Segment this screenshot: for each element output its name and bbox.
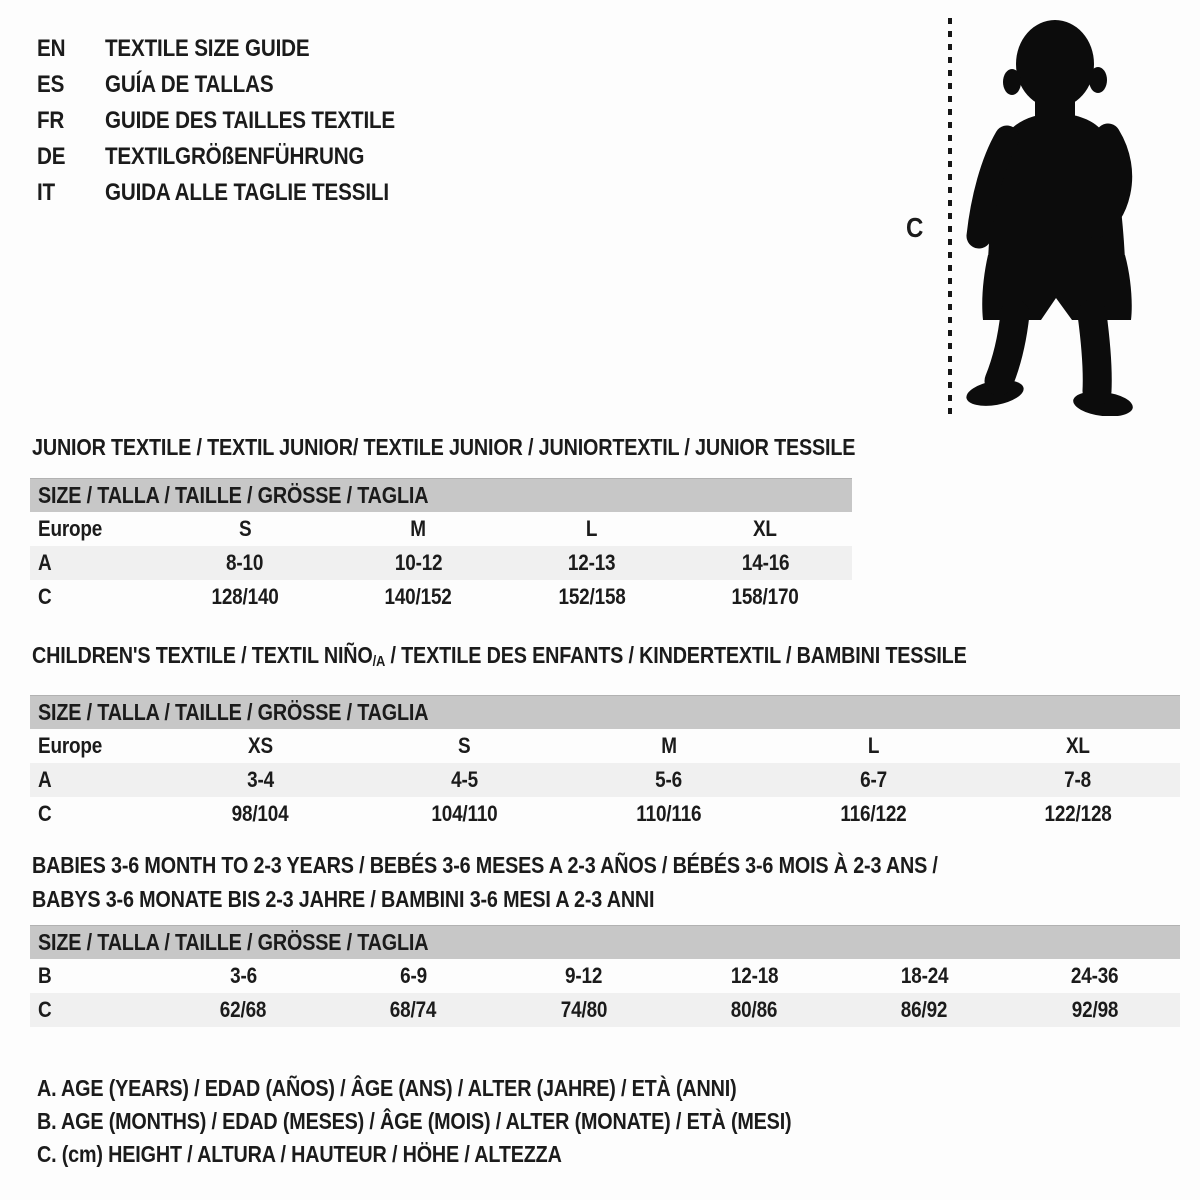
guide-title — [105, 143, 407, 171]
size-cell — [567, 733, 771, 759]
value-cell — [362, 767, 566, 793]
babies-title-line2-text: BABYS 3-6 MONATE BIS 2-3 JAHRE / BAMBINI 3-6 MESI A 2-3 ANNI — [32, 886, 655, 912]
babies-title-line1-text: BABIES 3-6 MONTH TO 2-3 YEARS / BEBÉS 3-6 MESES A 2-3 AÑOS / BÉBÉS 3-6 MOIS À 2-3 ANS / — [32, 852, 938, 878]
toddler-silhouette-icon — [955, 14, 1140, 416]
value-cell-text: 98/104 — [231, 801, 289, 826]
size-cell-text: XL — [753, 516, 778, 541]
value-cell-text: 6-9 — [400, 963, 427, 988]
value-cell-text: 12-18 — [730, 963, 778, 988]
row-label — [30, 516, 158, 542]
size-header-text: SIZE / TALLA / TAILLE / GRÖSSE / TAGLIA — [38, 482, 429, 508]
footnote-text: B. AGE (MONTHS) / EDAD (MESES) / ÂGE (MOIS) / ALTER (MONATE) / ETÀ (MESI) — [37, 1108, 792, 1134]
value-cell-text: 4-5 — [451, 767, 479, 792]
footnote-age-months — [37, 1105, 914, 1138]
row-label — [30, 550, 158, 576]
value-cell-text: 8-10 — [226, 550, 264, 575]
language-row-en — [37, 31, 442, 67]
children-table-title — [30, 642, 1180, 675]
row-label — [30, 997, 158, 1023]
guide-title — [105, 35, 343, 63]
height-measure-label — [906, 212, 926, 244]
guide-title-text: GUIDE DES TAILLES TEXTILE — [105, 107, 396, 134]
value-cell — [679, 584, 853, 610]
value-cell — [771, 801, 975, 827]
babies-title-line2 — [32, 882, 1180, 916]
title-prefix: CHILDREN'S TEXTILE / TEXTIL NIÑO — [32, 642, 373, 668]
size-cell — [771, 733, 975, 759]
table-row-europe — [30, 512, 852, 546]
table-row-age-years — [30, 546, 852, 580]
babies-title-line1 — [32, 848, 1180, 882]
language-code — [37, 179, 105, 207]
size-cell-text: XL — [1065, 733, 1090, 758]
junior-table-title-text: JUNIOR TEXTILE / TEXTIL JUNIOR/ TEXTILE JUNIOR / JUNIORTEXTIL / JUNIOR TESSILE — [32, 434, 856, 460]
guide-title-text: TEXTILE SIZE GUIDE — [105, 35, 310, 62]
size-cell — [158, 733, 362, 759]
guide-title-text: GUIDA ALLE TAGLIE TESSILI — [105, 179, 389, 206]
value-cell-text: 80/86 — [730, 997, 778, 1022]
value-cell — [771, 767, 975, 793]
value-cell-text: 110/116 — [636, 801, 702, 826]
value-cell — [839, 963, 1009, 989]
size-header-text: SIZE / TALLA / TAILLE / GRÖSSE / TAGLIA — [38, 699, 429, 725]
value-cell — [158, 963, 328, 989]
row-label-text: B — [38, 963, 52, 988]
guide-title — [105, 179, 435, 207]
value-cell-text: 14-16 — [741, 550, 790, 575]
height-measure-dashed-line — [948, 18, 952, 415]
size-header-band — [30, 478, 852, 512]
value-cell — [1010, 963, 1180, 989]
guide-title-text: TEXTILGRÖßENFÜHRUNG — [105, 143, 365, 170]
language-code-text: IT — [37, 179, 56, 206]
footnote-text: C. (cm) HEIGHT / ALTURA / HAUTEUR / HÖHE / ALTEZZA — [37, 1141, 562, 1167]
value-cell — [332, 550, 506, 576]
size-cell — [505, 516, 679, 542]
value-cell-text: 158/170 — [731, 584, 799, 609]
value-cell — [158, 584, 332, 610]
value-cell-text: 24-36 — [1071, 963, 1119, 988]
value-cell-text: 10-12 — [394, 550, 443, 575]
value-cell — [499, 997, 669, 1023]
row-label — [30, 963, 158, 989]
value-cell-text: 122/128 — [1044, 801, 1112, 826]
value-cell — [158, 801, 362, 827]
value-cell-text: 140/152 — [384, 584, 452, 609]
value-cell — [362, 801, 566, 827]
language-code — [37, 35, 105, 63]
value-cell — [158, 767, 362, 793]
language-code-text: DE — [37, 143, 66, 170]
guide-title — [105, 71, 301, 99]
value-cell — [505, 584, 679, 610]
language-row-fr — [37, 103, 442, 139]
row-label — [30, 584, 158, 610]
size-cell — [362, 733, 566, 759]
legend-footnotes — [37, 1072, 914, 1171]
value-cell-text: 92/98 — [1071, 997, 1119, 1022]
language-title-list — [37, 31, 442, 211]
language-row-it — [37, 175, 442, 211]
language-code — [37, 71, 105, 99]
size-cell-text: L — [867, 733, 880, 758]
value-cell-text: 116/122 — [840, 801, 907, 826]
table-row-height-cm — [30, 993, 1180, 1027]
footnote-age-years — [37, 1072, 914, 1105]
size-cell-text: XS — [247, 733, 273, 758]
language-row-es — [37, 67, 442, 103]
value-cell — [976, 767, 1180, 793]
language-code — [37, 143, 105, 171]
value-cell — [158, 550, 332, 576]
guide-title — [105, 107, 442, 135]
language-row-de — [37, 139, 442, 175]
value-cell — [505, 550, 679, 576]
value-cell-text: 62/68 — [219, 997, 267, 1022]
table-row-height-cm — [30, 580, 852, 614]
value-cell — [679, 550, 853, 576]
size-cell-text: S — [238, 516, 251, 541]
row-label-text: C — [38, 997, 52, 1022]
title-subscript: /A — [372, 653, 386, 670]
size-cell-text: S — [458, 733, 471, 758]
language-code — [37, 107, 105, 135]
size-cell-text: M — [410, 516, 427, 541]
value-cell-text: 9-12 — [565, 963, 603, 988]
size-cell — [332, 516, 506, 542]
junior-size-table — [30, 434, 856, 614]
size-header-band — [30, 695, 1180, 729]
value-cell — [499, 963, 669, 989]
value-cell-text: 128/140 — [211, 584, 279, 609]
value-cell-text: 3-4 — [246, 767, 274, 792]
value-cell — [839, 997, 1009, 1023]
row-label — [30, 801, 158, 827]
value-cell — [567, 801, 771, 827]
value-cell-text: 18-24 — [900, 963, 949, 988]
language-code-text: FR — [37, 107, 65, 134]
value-cell — [328, 963, 498, 989]
children-size-table — [30, 642, 1180, 831]
size-header-band — [30, 925, 1180, 959]
value-cell-text: 12-13 — [567, 550, 616, 575]
junior-table-title — [30, 434, 856, 460]
size-cell — [158, 516, 332, 542]
value-cell-text: 74/80 — [560, 997, 608, 1022]
value-cell-text: 86/92 — [901, 997, 948, 1022]
table-row-age-months — [30, 959, 1180, 993]
value-cell — [669, 997, 839, 1023]
height-measure-label-text: C — [906, 212, 924, 243]
footnote-text: A. AGE (YEARS) / EDAD (AÑOS) / ÂGE (ANS) / ALTER (JAHRE) / ETÀ (ANNI) — [37, 1075, 737, 1101]
row-label-text: C — [38, 801, 52, 826]
value-cell-text: 5-6 — [655, 767, 683, 792]
row-label-text: Europe — [38, 733, 103, 758]
babies-table-title — [30, 848, 1180, 916]
babies-size-table — [30, 848, 1180, 1027]
value-cell — [328, 997, 498, 1023]
value-cell — [567, 767, 771, 793]
value-cell — [158, 997, 328, 1023]
footnote-height-cm — [37, 1138, 914, 1171]
size-cell-text: L — [586, 516, 598, 541]
value-cell — [976, 801, 1180, 827]
language-code-text: EN — [37, 35, 66, 62]
value-cell — [669, 963, 839, 989]
row-label-text: A — [38, 767, 52, 792]
row-label-text: A — [38, 550, 52, 575]
table-row-age-years — [30, 763, 1180, 797]
children-table-title-text — [32, 642, 967, 675]
row-label-text: Europe — [38, 516, 103, 541]
table-row-height-cm — [30, 797, 1180, 831]
guide-title-text: GUÍA DE TALLAS — [105, 71, 274, 98]
row-label-text: C — [38, 584, 52, 609]
size-cell-text: M — [661, 733, 677, 758]
value-cell-text: 7-8 — [1064, 767, 1092, 792]
value-cell — [1010, 997, 1180, 1023]
value-cell-text: 6-7 — [859, 767, 887, 792]
language-code-text: ES — [37, 71, 65, 98]
size-header-text: SIZE / TALLA / TAILLE / GRÖSSE / TAGLIA — [38, 929, 429, 955]
title-suffix: / TEXTILE DES ENFANTS / KINDERTEXTIL / BAMBINI TESSILE — [385, 642, 967, 668]
size-cell — [976, 733, 1180, 759]
table-row-europe — [30, 729, 1180, 763]
value-cell-text: 104/110 — [431, 801, 498, 826]
row-label — [30, 767, 158, 793]
value-cell-text: 68/74 — [390, 997, 437, 1022]
size-cell — [679, 516, 853, 542]
value-cell-text: 3-6 — [229, 963, 257, 988]
row-label — [30, 733, 158, 759]
value-cell-text: 152/158 — [558, 584, 626, 609]
value-cell — [332, 584, 506, 610]
